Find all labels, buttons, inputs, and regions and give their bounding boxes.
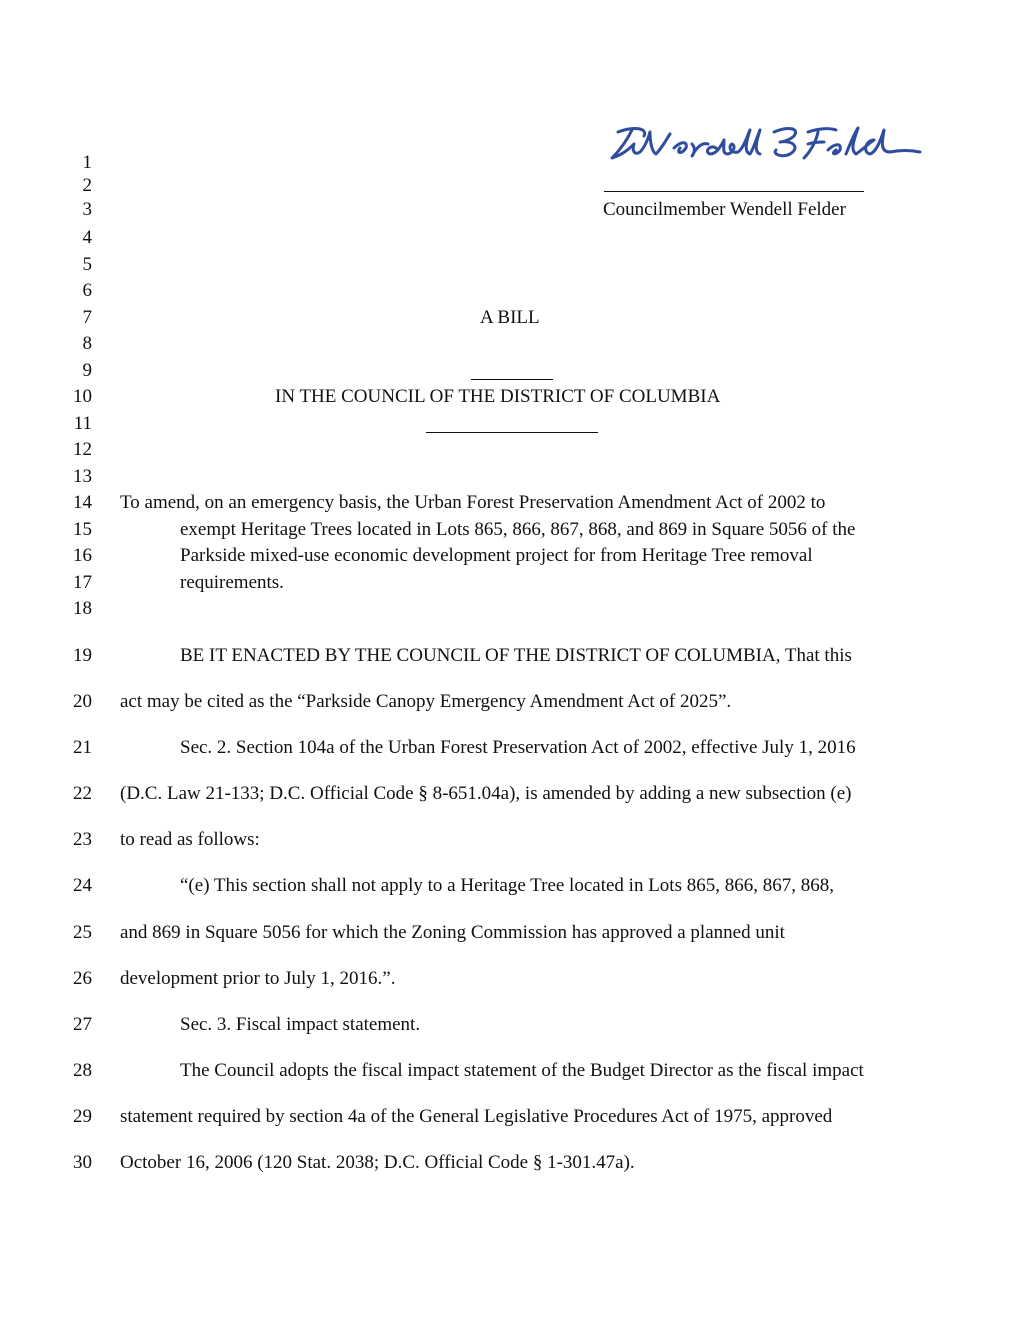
line-number: 16 xyxy=(73,545,92,566)
long-title-line: Parkside mixed-use economic development project for from Heritage Tree removal xyxy=(180,545,813,566)
sponsor-name: Councilmember Wendell Felder xyxy=(603,199,846,220)
line-number: 1 xyxy=(82,152,92,173)
long-title-line: requirements. xyxy=(180,572,284,593)
council-heading: IN THE COUNCIL OF THE DISTRICT OF COLUMBIA xyxy=(275,386,721,407)
line-number: 11 xyxy=(73,413,92,434)
section-3-heading: Sec. 3. Fiscal impact statement. xyxy=(180,1014,421,1035)
body-line: The Council adopts the fiscal impact statement of the Budget Director as the fiscal impact xyxy=(180,1060,864,1081)
line-number: 27 xyxy=(73,1014,92,1035)
line-number: 19 xyxy=(73,645,92,666)
line-number: 15 xyxy=(73,519,92,540)
line-number: 5 xyxy=(82,254,92,275)
line-number: 30 xyxy=(73,1152,92,1173)
line-number: 3 xyxy=(82,199,92,220)
body-line: and 869 in Square 5056 for which the Zoning Commission has approved a planned unit xyxy=(120,922,785,943)
line-number: 20 xyxy=(73,691,92,712)
body-line: development prior to July 1, 2016.”. xyxy=(120,968,396,989)
body-line: to read as follows: xyxy=(120,829,260,850)
bill-number-blank xyxy=(471,379,553,380)
line-number: 21 xyxy=(73,737,92,758)
line-number: 22 xyxy=(73,783,92,804)
line-number: 29 xyxy=(73,1106,92,1127)
signature-line xyxy=(604,191,864,192)
line-number: 9 xyxy=(82,360,92,381)
line-number: 24 xyxy=(73,875,92,896)
line-number: 4 xyxy=(82,227,92,248)
long-title-line: To amend, on an emergency basis, the Urban Forest Preservation Amendment Act of 2002 to xyxy=(120,492,826,513)
line-number: 14 xyxy=(73,492,92,513)
line-number: 28 xyxy=(73,1060,92,1081)
long-title-line: exempt Heritage Trees located in Lots 865, 866, 867, 868, and 869 in Square 5056 of the xyxy=(180,519,856,540)
line-number: 12 xyxy=(73,439,92,460)
body-line: statement required by section 4a of the General Legislative Procedures Act of 1975, approved xyxy=(120,1106,833,1127)
line-number: 13 xyxy=(73,466,92,487)
body-line: act may be cited as the “Parkside Canopy Emergency Amendment Act of 2025”. xyxy=(120,691,732,712)
body-line: October 16, 2006 (120 Stat. 2038; D.C. Official Code § 1-301.47a). xyxy=(120,1152,635,1173)
line-number: 10 xyxy=(73,386,92,407)
line-number: 23 xyxy=(73,829,92,850)
section-2-heading: Sec. 2. Section 104a of the Urban Forest Preservation Act of 2002, effective July 1, 2016 xyxy=(180,737,856,758)
bill-heading: A BILL xyxy=(480,307,540,328)
line-number: 26 xyxy=(73,968,92,989)
title-blank-line xyxy=(426,432,598,433)
handwritten-signature xyxy=(604,118,924,178)
line-number: 17 xyxy=(73,572,92,593)
line-number: 2 xyxy=(82,175,92,196)
line-number: 8 xyxy=(82,333,92,354)
body-line: (D.C. Law 21-133; D.C. Official Code § 8-651.04a), is amended by adding a new subsection (e) xyxy=(120,783,852,804)
amendment-text: “(e) This section shall not apply to a Heritage Tree located in Lots 865, 866, 867, 868, xyxy=(180,875,834,896)
line-number: 7 xyxy=(82,307,92,328)
line-number: 18 xyxy=(73,598,92,619)
enacting-clause: BE IT ENACTED BY THE COUNCIL OF THE DISTRICT OF COLUMBIA, That this xyxy=(180,645,852,666)
line-number: 25 xyxy=(73,922,92,943)
line-number: 6 xyxy=(82,280,92,301)
